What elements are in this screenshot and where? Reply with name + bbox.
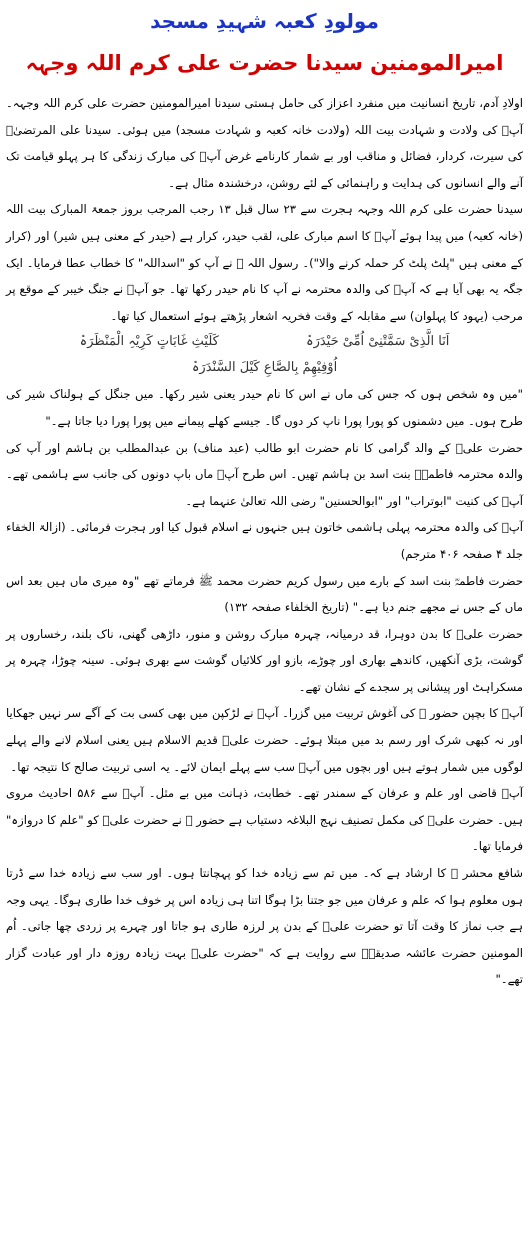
paragraph-mother: آپؓ کی والدہ محترمہ پہلی ہاشمی خاتون ہیں جنہوں نے اسلام قبول کیا اور ہجرت فرمائی۔ (ازالۃ الخفاء جلد ۴ صفحہ ۴۰۶ مترجم) (6, 520, 523, 561)
paragraph-birth: سیدنا حضرت علی کرم اللہ وجہہ ہجرت سے ۲۳ سال قبل ۱۳ رجب المرجب بروز جمعۃ المبارک بیت اللہ (خانہ کعبہ) میں پیدا ہوئے آپؓ کا اسم مبارک علی، لقب حیدر، کرار ہے (حیدر کے معنی ہیں شیر) اور (کرار کے معنی ہیں "پلٹ پلٹ کر حملہ کرنے والا")۔ رسول اللہ ﷺ نے آپ کو "اسداللہ" کا خطاب عطا فرمایا۔ ایک جگہ یہ بھی آیا ہے کہ آپؓ کی والدہ محترمہ نے آپ کا نام حیدر رکھا تھا۔ جو آپؓ نے جنگ خیبر کے موقع پر مرحب (یہود کا پہلوان) سے مقابلہ کے وقت فخریہ اشعار پڑھتے ہوئے استعمال کیا تھا۔ (6, 202, 523, 323)
paragraph-piety: شافع محشر ﷺ کا ارشاد ہے کہ۔ میں تم سے زیادہ خدا کو پہچانتا ہوں۔ اور سب سے زیادہ خدا سے ڈرتا ہوں معلوم ہوا کہ علم و عرفان میں جو جتنا بڑا ہوگا اتنا ہی زیادہ اس پر خوف خدا طاری ہوگا۔ یہی وجہ ہے جب نماز کا وقت آتا تو حضرت علیؓ کے بدن پر لرزہ طاری ہو جاتا اور چہرے پر زردی چھا جاتی۔ اُم المومنین حضرت عائشہ صدیقہؓ سے روایت ہے کہ "حضرت علیؓ بہت زیادہ روزہ دار اور عبادت گزار تھے۔" (6, 866, 523, 987)
verse-hemistich: اُوْفِیْھِمْ بِالصَّاعِ کَیْلَ السَّنْدَرَہْ (191, 360, 338, 376)
paragraph-intro: اولادِ آدم، تاریخ انسانیت میں منفرد اعزاز کی حامل ہستی سیدنا امیرالمومنین حضرت علی کرم اللہ وجہہ۔ آپؓ کی ولادت و شہادت بیت اللہ (ولادت خانہ کعبہ و شہادت مسجد) میں ہوئی۔ سیدنا علی المرتضیٰؓ کی سیرت، کردار، فضائل و مناقب اور بے شمار کارنامے غرض آپؓ کی مبارک زندگی کا ہر پہلو قیامت تک آنے والے انسانوں کی ہدایت و راہنمائی کے لئے روشن، درخشندہ مثال ہے۔ (6, 96, 523, 190)
page-subtitle: امیرالمومنین سیدنا حضرت علی کرم اللہ وجہہ (25, 51, 504, 75)
paragraph-lineage: حضرت علیؓ کے والد گرامی کا نام حضرت ابو طالب (عبد مناف) بن عبدالمطلب بن ہاشم اور آپ کی والدہ محترمہ فاطمہؓ بنت اسد بن ہاشم تھیں۔ اس طرح آپؓ ماں باپ دونوں کی جانب سے ہاشمی تھے۔ آپؓ کی کنیت "ابوتراب" اور "ابوالحسنین" رضی اللہ تعالیٰ عنہما ہے۔ (6, 440, 523, 508)
paragraph-appearance: حضرت علیؓ کا بدن دوہرا، قد درمیانہ، چہرہ مبارک روشن و منور، داڑھی گھنی، ناک بلند، رخساروں پر گوشت، بڑی آنکھیں، کاندھے بھاری اور چوڑے، بازو اور کلائیاں گوشت سے بھری ہوئی۔ سینہ چوڑا، چہرہ پر مسکراہٹ اور پیشانی پر سجدے کے نشان تھے۔ (6, 626, 523, 694)
page-title: مولودِ کعبہ شہیدِ مسجد (150, 9, 379, 33)
paragraph-fatima-bint-asad: حضرت فاطمہؓ بنت اسد کے بارے میں رسول کریم حضرت محمد ﷺ فرماتے تھے "وہ میری ماں ہیں بعد اس ماں کے جس نے مجھے جنم دیا ہے۔" (تاریخ الخلفاء صفحہ ۱۳۲) (6, 573, 523, 615)
verse-line-2 (6, 355, 523, 381)
arabic-verse (6, 329, 523, 381)
verse-hemistich: کَلَیْثِ غَابَاتٍ کَرِیْہِ الْمَنْظَرَہْ (79, 334, 219, 350)
verse-hemistich: اَنَا الَّذِیْ سَمَّتْنِیْ اُمِّیْ حَیْدَرَہْ (305, 334, 450, 350)
paragraph-verse-translation: "میں وہ شخص ہوں کہ جس کی ماں نے اس کا نام حیدر یعنی شیر رکھا۔ میں جنگل کے ہولناک شیر کی طرح ہوں۔ میں دشمنوں کو پورا پورا ناپ کر دوں گا۔ جیسے کھلے پیمانے میں پورا پورا دیا جاتا ہے۔" (6, 387, 523, 428)
paragraph-childhood: آپؓ کا بچپن حضور ﷺ کی آغوش تربیت میں گزرا۔ آپؓ نے لڑکپن میں بھی کسی بت کے آگے سر نہیں جھکایا اور نہ کبھی شرک اور رسم بد میں مبتلا ہوئے۔ حضرت علیؓ قدیم الاسلام ہیں یعنی اسلام لانے والے پہلے لوگوں میں شمار ہوتے ہیں اور بچوں میں آپؓ سب سے پہلے ایمان لائے۔ یہ اسی تربیت صالح کا نتیجہ تھا۔ (6, 706, 523, 774)
verse-line-1 (6, 329, 523, 355)
paragraph-knowledge: آپؓ قاضی اور علم و عرفان کے سمندر تھے۔ خطابت، ذہانت میں بے مثل۔ آپؓ سے ۵۸۶ احادیث مروی ہیں۔ حضرت علیؓ کی مکمل تصنیف نہج البلاغہ دستیاب ہے حضور ﷺ نے حضرت علیؓ کو "علم کا دروازہ" فرمایا تھا۔ (6, 786, 523, 854)
